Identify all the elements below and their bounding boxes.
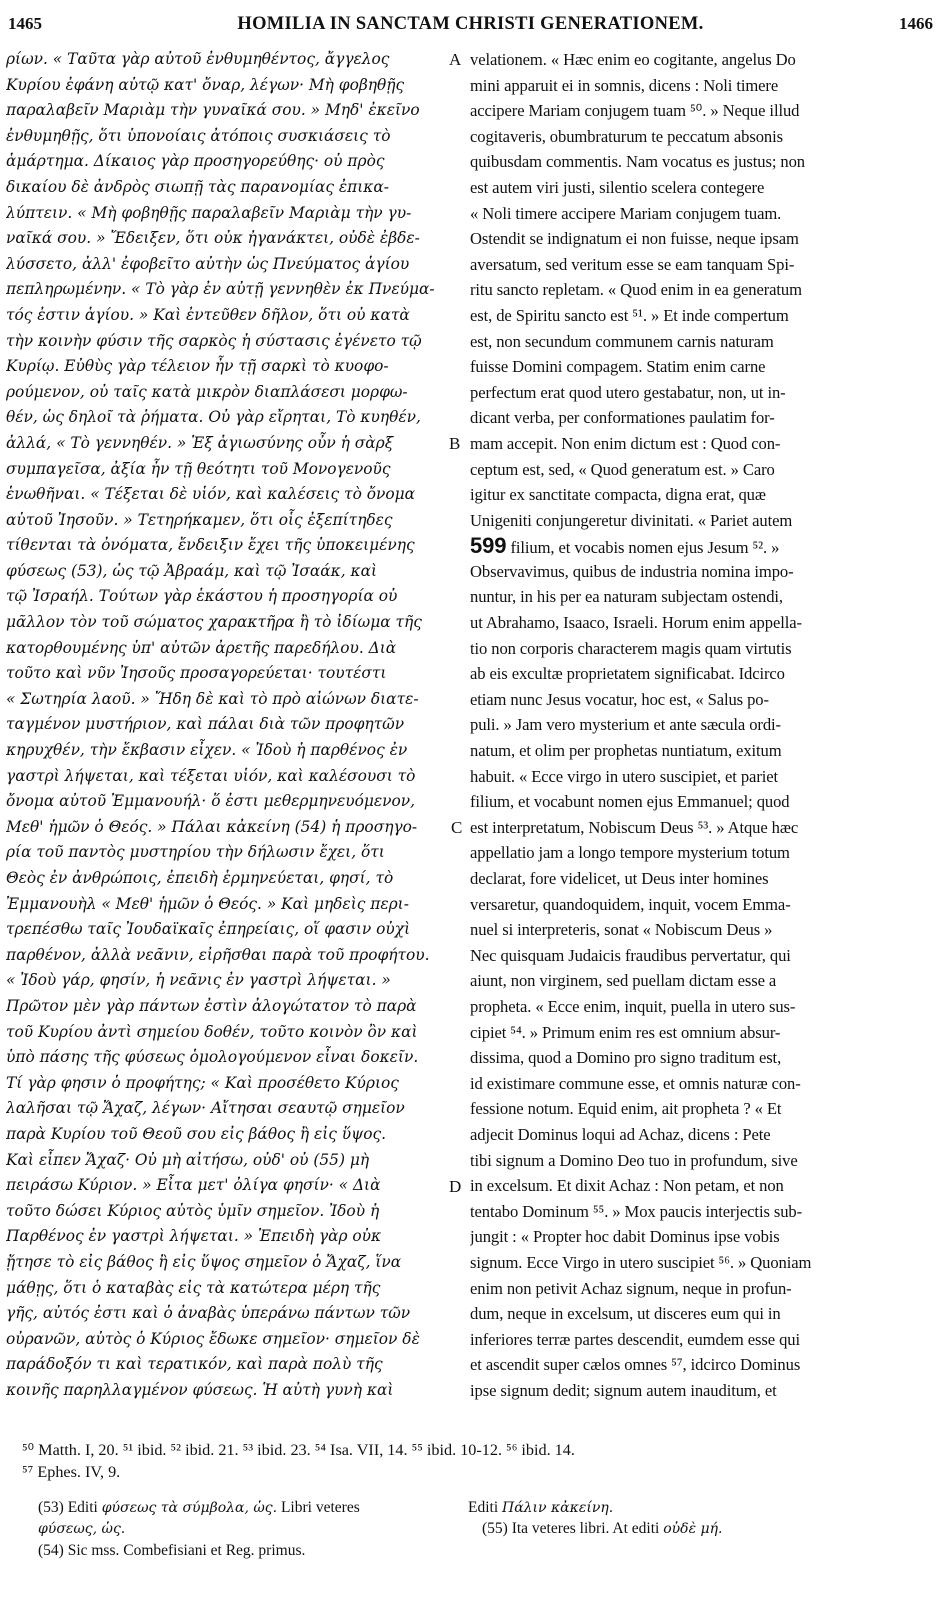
- latin-text-line: mam accepit. Non enim dictum est : Quod con-: [470, 433, 781, 453]
- greek-text-line: κοινῆς παρηλλαγμένον φύσεως. Ἡ αὐτὴ γυνὴ καὶ: [6, 1380, 394, 1399]
- greek-text-line: λύπτειν. « Μὴ φοβηθῇς παραλαβεῖν Μαριὰμ τὴν γυ-: [6, 203, 412, 222]
- greek-text-line: ρούμενον, οὐ ταῖς κατὰ μικρὸν διαπλάσεσι μορφω-: [6, 382, 408, 401]
- greek-text-line: Καὶ εἶπεν Ἄχαζ· Οὐ μὴ αἰτήσω, οὐδ' οὐ (55) μὴ: [6, 1150, 370, 1169]
- greek-text-line: Μεθ' ἡμῶν ὁ Θεός. » Πάλαι κἀκείνη (54) ἡ προσηγο-: [6, 817, 418, 836]
- margin-letter-c: C: [451, 818, 463, 837]
- greek-text-line: μᾶλλον τὸν τοῦ σώματος χαρακτῆρα ἢ τὸ ἰδίωμα τῆς: [6, 613, 422, 632]
- latin-text-line: jungit : « Propter hoc dabit Dominus ipse vobis: [470, 1227, 780, 1247]
- greek-text-line: κηρυχθέν, τὴν ἔκβασιν εἶχεν. « Ἰδοὺ ἡ παρθένος ἐν: [6, 741, 408, 760]
- note-54-continued: Editi Πάλιν κἀκείνη.: [468, 1499, 614, 1516]
- latin-text-line: inferiores terræ partes descendit, eumdem esse qui: [470, 1329, 800, 1349]
- latin-text-line: ipse signum dedit; signum autem inauditum, et: [470, 1380, 777, 1400]
- latin-text-line: dum, neque in excelsum, ut disceres eum qui in: [470, 1304, 781, 1324]
- greek-text-line: πεπληρωμένην. « Τὸ γὰρ ἐν αὐτῇ γεννηθὲν ἐκ Πνεύμα-: [6, 280, 435, 299]
- latin-text-line: versaretur, quandoquidem, inquit, vocem Emma-: [470, 894, 791, 914]
- latin-text-line: enim non petivit Achaz signum, neque in profun-: [470, 1278, 792, 1298]
- greek-text-line: ρία τοῦ παντὸς μυστηρίου τὴν δήλωσιν ἔχει, ὅτι: [6, 843, 385, 862]
- latin-text-line: est autem viri justi, silentio scelera contegere: [470, 177, 765, 197]
- latin-text-line: tentabo Dominum ⁵⁵. » Mox paucis interjectis sub-: [470, 1201, 803, 1221]
- greek-text-line: παραλαβεῖν Μαριὰμ τὴν γυναῖκά σου. » Μηδ' ἐκεῖνο: [6, 101, 420, 120]
- latin-text-line: accipere Mariam conjugem tuam ⁵⁰. » Neque illud: [470, 101, 800, 121]
- greek-text-line: ὑπὸ πάσης τῆς φύσεως ὁμολογούμενον εἶναι δοκεῖν.: [6, 1048, 419, 1067]
- note-53-continued: φύσεως, ὡς.: [38, 1521, 126, 1537]
- greek-text-line: πειράσω Κύριον. » Εἶτα μετ' ὀλίγα φησίν· « Διὰ: [6, 1176, 381, 1195]
- latin-text-line: aiunt, non virginem, sed puellam dictam esse a: [470, 971, 777, 991]
- greek-text-line: Κυρίῳ. Εὐθὺς γὰρ τέλειον ἦν τῇ σαρκὶ τὸ κυοφο-: [6, 357, 389, 376]
- greek-text-line: γαστρὶ λήψεται, καὶ τέξεται υἱόν, καὶ καλέσουσι τὸ: [6, 766, 416, 785]
- latin-text-line: Unigeniti conjungeretur divinitati. « Pariet autem: [470, 510, 793, 530]
- margin-letter-b: B: [449, 434, 461, 453]
- page-number-left: 1465: [8, 14, 42, 33]
- note-53: (53) Editi φύσεως τὰ σύμβολα, ὡς. Libri veteres: [38, 1499, 360, 1516]
- margin-letter-a: A: [449, 50, 462, 69]
- latin-text-line: natum, et olim per prophetas nuntiatum, exitum: [470, 741, 782, 761]
- greek-text-line: γῆς, αὐτός ἐστι καὶ ὁ ἀναβὰς ὑπεράνω πάντων τῶν: [6, 1304, 411, 1323]
- latin-text-line: dicant verba, per conformationes paulatim for-: [470, 408, 775, 428]
- latin-text-line: dissima, quod a Domino pro signo traditum est,: [470, 1048, 782, 1068]
- latin-text-line: cogitaveris, obumbraturum te peccatum absonis: [470, 126, 783, 146]
- latin-text-line: ritu sancto repletam. « Quod enim in ea generatum: [470, 280, 802, 300]
- latin-text-line: fuisse Domini compagem. Statim enim carne: [470, 357, 766, 377]
- latin-text-line: tio non corporis characterem magis quam virtutis: [470, 638, 792, 658]
- greek-text-line: θέν, ὡς δηλοῖ τὰ ῥήματα. Οὐ γὰρ εἴρηται, Τὸ κυηθέν,: [6, 408, 421, 427]
- latin-text-line: aversatum, sed veritum esse se eam tanquam Spi-: [470, 254, 795, 274]
- latin-text-line: filium, et vocabunt nomen ejus Emmanuel; quod: [470, 792, 790, 812]
- margin-letter-d: D: [449, 1177, 462, 1196]
- latin-text-line: ut Abrahamo, Isaaco, Israeli. Horum enim appella-: [470, 613, 802, 633]
- greek-text-line: φύσεως (53), ὡς τῷ Ἀβραάμ, καὶ τῷ Ἰσαάκ, καὶ: [6, 561, 378, 580]
- latin-text-line: nuel si interpreteris, sonat « Nobiscum Deus »: [470, 920, 773, 940]
- greek-text-line: τοῦτο δώσει Κύριος αὐτὸς ὑμῖν σημεῖον. Ἰδοὺ ἡ: [6, 1201, 380, 1220]
- greek-text-line: λαλῆσαι τῷ Ἄχαζ, λέγων· Αἴτησαι σεαυτῷ σημεῖον: [6, 1099, 405, 1118]
- greek-text-line: παράδοξόν τι καὶ τερατικόν, καὶ παρὰ πολὺ τῆς: [6, 1355, 383, 1374]
- latin-text-line: fessione notum. Equid enim, ait propheta ? « Et: [470, 1099, 782, 1119]
- latin-text-line: mini apparuit ei in somnis, dicens : Noli timere: [470, 75, 779, 95]
- latin-text-line: Nec quisquam Judaicis fraudibus pervertatur, qui: [470, 945, 791, 965]
- note-55: (55) Ita veteres libri. At editi οὐδὲ μή.: [482, 1520, 723, 1537]
- latin-text-line: declarat, fore videlicet, ut Deus inter homines: [470, 869, 769, 888]
- latin-text-line: appellatio jam a longo tempore mysterium totum: [470, 843, 790, 863]
- greek-text-line: ᾔτησε τὸ εἰς βάθος ἢ εἰς ὕψος σημεῖον ὁ Ἄχαζ, ἵνα: [6, 1252, 402, 1271]
- latin-text-line: igitur ex sanctitate compacta, digna erat, quæ: [470, 485, 766, 505]
- page-title: HOMILIA IN SANCTAM CHRISTI GENERATIONEM.: [237, 14, 704, 34]
- page-number-right: 1466: [899, 14, 933, 33]
- latin-text-line: velationem. « Hæc enim eo cogitante, angelus Do: [470, 50, 796, 69]
- scripture-references-line1: ⁵⁰ Matth. I, 20. ⁵¹ ibid. ⁵² ibid. 21. ⁵³ ibid. 23. ⁵⁴ Isa. VII, 14. ⁵⁵ ibid. 10-12. ⁵⁶ ibid. 14.: [22, 1441, 575, 1459]
- greek-text-line: τὴν κοινὴν φύσιν τῆς σαρκὸς ἡ σύστασις ἐγένετο τῷ: [6, 331, 422, 350]
- latin-text-line: et ascendit super cælos omnes ⁵⁷, idcirco Dominus: [470, 1355, 801, 1375]
- latin-text-line: propheta. « Ecce enim, inquit, puella in utero sus-: [470, 996, 796, 1016]
- greek-text-line: ἀλλά, « Τὸ γεννηθέν. » Ἐξ ἁγιωσύνης οὖν ἡ σὰρξ: [6, 433, 394, 452]
- greek-text-line: τρεπέσθω ταῖς Ἰουδαϊκαῖς ἐπηρείαις, οἵ φασιν οὐχὶ: [6, 920, 411, 939]
- note-54: (54) Sic mss. Combefisiani et Reg. primus.: [38, 1542, 306, 1559]
- greek-text-line: λύσσετο, ἀλλ' ἐφοβεῖτο αὐτὴν ὡς Πνεύματος ἁγίου: [6, 254, 410, 273]
- latin-text-line: nuntur, in his per ea naturam subjectam ostendi,: [470, 587, 783, 607]
- page-header: [8, 14, 933, 38]
- latin-text-line: ab eis excultæ proprietatem significabat. Idcirco: [470, 664, 785, 684]
- greek-text-line: ναῖκά σου. » Ἔδειξεν, ὅτι οὐκ ἠγανάκτει, οὐδὲ ἐβδε-: [6, 229, 420, 248]
- latin-text-line: etiam nunc Jesus vocatur, hoc est, « Salus po-: [470, 689, 769, 709]
- latin-text-line: adjecit Dominus loqui ad Achaz, dicens : Pete: [470, 1124, 771, 1144]
- latin-text-line: est, de Spiritu sancto est ⁵¹. » Et inde compertum: [470, 305, 789, 325]
- latin-text-line: perfectum erat quod utero gestabatur, non, ut in-: [470, 382, 786, 402]
- greek-text-line: παρθένον, ἀλλὰ νεᾶνιν, εἰρῆσθαι παρὰ τοῦ προφήτου.: [6, 945, 430, 964]
- greek-text-line: ἑνωθῆναι. « Τέξεται δὲ υἱόν, καὶ καλέσεις τὸ ὄνομα: [6, 485, 416, 504]
- latin-text-line: puli. » Jam vero mysterium et ante sæcula ordi-: [470, 715, 781, 735]
- latin-text-line: Observavimus, quibus de industria nomina impo-: [470, 561, 794, 581]
- latin-text-line: est interpretatum, Nobiscum Deus ⁵³. » Atque hæc: [470, 817, 799, 837]
- latin-text-line: « Noli timere accipere Mariam conjugem tuam.: [470, 203, 782, 223]
- greek-text-line: « Σωτηρία λαοῦ. » Ἤδη δὲ καὶ τὸ πρὸ αἰώνων διατε-: [6, 689, 419, 708]
- greek-text-line: ταγμένον μυστήριον, καὶ πάλαι διὰ τῶν προφητῶν: [6, 715, 405, 734]
- greek-text-line: δικαίου δὲ ἀνδρὸς σιωπῇ τὰς παρανομίας ἐπικα-: [6, 177, 389, 196]
- greek-text-line: Ἐμμανουὴλ « Μεθ' ἡμῶν ὁ Θεός. » Καὶ μηδεὶς περι-: [6, 894, 409, 913]
- greek-text-line: τός ἐστιν ἁγίου. » Καὶ ἐντεῦθεν δῆλον, ὅτι οὐ κατὰ: [6, 305, 410, 324]
- greek-text-line: κατορθουμένης ὑπ' αὐτῶν ἀρετῆς παρεδήλου. Διὰ: [6, 638, 397, 657]
- latin-text-line: habuit. « Ecce virgo in utero suscipiet, et pariet: [470, 766, 779, 786]
- latin-text-line: est, non secundum communem carnis naturam: [470, 331, 774, 351]
- greek-text-line: τῷ Ἰσραήλ. Τούτων γὰρ ἑκάστου ἡ προσηγορία οὐ: [6, 587, 398, 606]
- greek-text-line: αὐτοῦ Ἰησοῦν. » Τετηρήκαμεν, ὅτι οἷς ἐξεπίτηδες: [6, 510, 393, 529]
- greek-text-line: Κυρίου ἐφάνη αὐτῷ κατ' ὄναρ, λέγων· Μὴ φοβηθῇς: [6, 75, 405, 94]
- greek-text-line: ἐνθυμηθῇς, ὅτι ὑπονοίαις ἀτόποις συσκιάσεις τὸ: [6, 126, 391, 145]
- greek-text-line: Παρθένος ἐν γαστρὶ λήψεται. » Ἐπειδὴ γὰρ οὐκ: [6, 1227, 382, 1246]
- greek-text-line: μάθῃς, ὅτι ὁ καταβὰς εἰς τὰ κατώτερα μέρη τῆς: [6, 1278, 381, 1297]
- latin-column: [470, 47, 935, 1403]
- greek-text-line: οὐρανῶν, αὐτὸς ὁ Κύριος ἔδωκε σημεῖον· σημεῖον δὲ: [6, 1329, 420, 1348]
- greek-text-line: Θεὸς ἐν ἀνθρώποις, ἐπειδὴ ἑρμηνεύεται, φησί, τὸ: [6, 869, 394, 887]
- latin-text-line: tibi signum a Domino Deo tuo in profundum, sive: [470, 1150, 798, 1170]
- column-number: 599: [470, 533, 507, 559]
- latin-text-line: in excelsum. Et dixit Achaz : Non petam, et non: [470, 1176, 784, 1196]
- scripture-references-line2: ⁵⁷ Ephes. IV, 9.: [22, 1463, 121, 1481]
- latin-text-line: quibusdam commentis. Nam vocatus es justus; non: [470, 152, 805, 172]
- latin-text-line: signum. Ecce Virgo in utero suscipiet ⁵⁶. » Quoniam: [470, 1252, 812, 1272]
- greek-text-line: τίθενται τὰ ὀνόματα, ἔνδειξιν ἔχει τῆς ὑποκειμένης: [6, 536, 415, 555]
- greek-text-line: ἁμάρτημα. Δίκαιος γὰρ προσηγορεύθης· οὐ πρὸς: [6, 152, 385, 171]
- greek-text-line: ρίων. « Ταῦτα γὰρ αὐτοῦ ἐνθυμηθέντος, ἄγγελος: [6, 50, 390, 68]
- greek-text-line: Πρῶτον μὲν γὰρ πάντων ἐστὶν ἀλογώτατον τὸ παρὰ: [6, 996, 417, 1015]
- greek-text-line: παρὰ Κυρίου τοῦ Θεοῦ σου εἰς βάθος ἢ εἰς ὕψος.: [6, 1124, 386, 1143]
- greek-text-line: τοῦτο καὶ νῦν Ἰησοῦς προσαγορεύεται· τουτέστι: [6, 664, 387, 683]
- latin-text-fragment: filium, et vocabis nomen ejus Jesum ⁵². »: [506, 538, 780, 558]
- greek-text-line: Τί γὰρ φησιν ὁ προφήτης; « Καὶ προσέθετο Κύριος: [6, 1073, 399, 1092]
- latin-text-line: Ostendit se indignatum ei non fuisse, neque ipsam: [470, 229, 799, 249]
- greek-text-line: ὄνομα αὐτοῦ Ἐμμανουήλ· ὅ ἐστι μεθερμηνευόμενον,: [6, 792, 416, 811]
- greek-column: [6, 47, 452, 1403]
- greek-text-line: τοῦ Κυρίου ἀντὶ σημείου δοθέν, τοῦτο κοινὸν ὂν καὶ: [6, 1022, 418, 1041]
- latin-text-line: cipiet ⁵⁴. » Primum enim res est omnium absur-: [470, 1022, 781, 1042]
- latin-text-line: id existimare commune esse, et omnis naturæ con-: [470, 1073, 801, 1093]
- latin-text-line: ceptum est, sed, « Quod generatum est. » Caro: [470, 459, 775, 479]
- greek-text-line: « Ἰδοὺ γάρ, φησίν, ἡ νεᾶνις ἐν γαστρὶ λήψεται. »: [6, 971, 391, 990]
- latin-text-line: [470, 533, 935, 559]
- greek-text-line: συμπαγεῖσα, ἀξία ἦν τῇ θεότητι τοῦ Μονογενοῦς: [6, 459, 391, 478]
